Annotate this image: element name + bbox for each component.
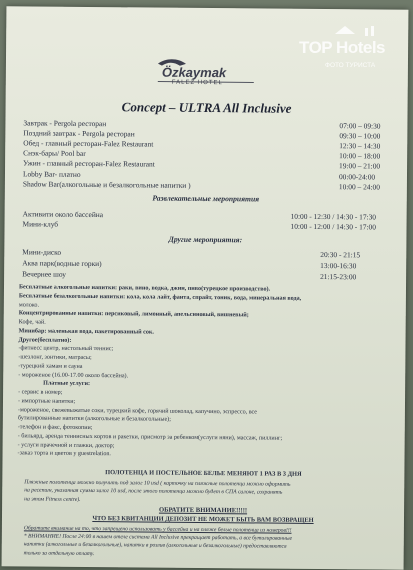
attention-header: ОБРАТИТЕ ВНИМАНИЕ!!!!! (158, 506, 248, 515)
deposit-warning: ЧТО БЕЗ КВИТАНЦИИ ДЕПОЗИТ НЕ МОЖЕТ БЫТЬ ВАМ ВОЗВРАЩЕН (92, 515, 314, 524)
service-line: - услуги прачечной и глажки, доктор; (17, 441, 115, 449)
logo-subtitle: FALEZ HOTEL (171, 79, 223, 87)
towel-notice-line: Пляжные полотенца можно получить под залог 10 usd ( карточку на пляжные полотенца можно оформить (24, 479, 291, 488)
service-line: - бильярд, аренда теннисных кортов и ракетки, присмотр за ребенком(услуги няни), массаж, пиллинг; (17, 433, 283, 442)
logo-name: Özkaymak (161, 64, 227, 81)
service-line: -заказ торта и цветов у guestrelation. (17, 450, 111, 458)
entertainment-row-time: 10:00 - 12:00 / 14:30 - 17:00 (290, 221, 376, 232)
schedule-row-time: 10:00 – 18:00 (339, 151, 381, 161)
schedule-row-label: Lobby Bar- платно (22, 168, 81, 179)
activity-row-time: 20:30 - 21:15 (320, 250, 361, 260)
service-line: Концентрированные напитки: персиковый, лимонный, апельсиновый, вишневый; (18, 310, 249, 319)
entertainment-row-label: Мини-клуб (22, 219, 59, 229)
schedule-row-time: 10:00 – 24:00 (338, 181, 380, 192)
service-line: -телефон и факс, фотокопии; (17, 424, 93, 432)
towel-notice-line: на этом Fitness centre). (24, 496, 81, 503)
tophotels-watermark (295, 24, 405, 84)
service-line: бутилированные напитки (алкогольные и безалкогольные); (17, 415, 171, 423)
activity-row-label: Мини-диско (22, 247, 62, 257)
other-activities-header: Другие мероприятия: (168, 234, 243, 245)
service-line: -фитнесс центр, настольный теннис; (18, 345, 114, 353)
service-line: Платные услуги: (43, 380, 91, 388)
service-line: Другое(бесплатно): (18, 336, 72, 344)
schedule-row-label: Завтрак - Pergola ресторан (23, 118, 107, 129)
schedule-row-time: 12:30 – 14:30 (339, 141, 381, 151)
attention-line: * ВНИМАНИЕ! После 24:00 в нашем отеле система All Inclusive прекращает работать, а все бутилированные (23, 533, 293, 542)
attention-line: напитки (алкогольные и безалкогольные), напитки в розлив (алкогольные и безалкогольные) предоставляются (23, 541, 287, 551)
watermark-caption: ФОТО ТУРИСТА (325, 62, 376, 69)
service-line: Кофе, чай. (18, 319, 46, 326)
service-line: -мороженое, свежевыжатые соки, турецкий кофе, горячий шоколад, капучино, эспрессо, все (17, 406, 258, 415)
schedule-row-time: 09:30 – 10:00 (339, 131, 381, 141)
schedule-row-label: Обед - главный ресторан-Falez Restaurant (23, 138, 154, 149)
entertainment-row-time: 10:00 - 12:30 / 14:30 - 17:30 (290, 211, 377, 222)
schedule-row-label: Поздний завтрак - Pergola ресторан (23, 128, 135, 139)
service-line: Бесплатные алкогольные напитки: раки, вино, водка, джин, пиво(турецкое производство). (18, 284, 271, 293)
activity-row-label: Аква парк(водные горки) (22, 258, 102, 269)
schedule-row-label: Снэк-бары/ Pool bar (23, 148, 86, 159)
schedule-row (23, 118, 397, 131)
service-line: Минибар: маленькая вода, пакетированный сок. (18, 328, 154, 336)
entertainment-row-label: Активити около бассейна (22, 209, 104, 220)
service-line: -турецкий хамам и сауна (18, 363, 83, 370)
schedule-row-time: 19:00 – 21:00 (339, 161, 381, 171)
service-line: - сервис в номер; (18, 389, 63, 396)
activity-row-time: 21:15-23:00 (320, 272, 357, 282)
towel-notice-line: на ресепшн, указанная сумма залог 10 usd, после этого полотенца можно будет в СПА салоне, сохранять (24, 487, 283, 496)
activity-row-time: 13:00-16:30 (320, 261, 357, 271)
page-title: Concept – ULTRA All Inclusive (121, 99, 292, 116)
entertainment-header: Развлекательные мероприятия (152, 193, 260, 204)
service-line: - мороженое (16.00-17.00 около бассейна). (18, 371, 129, 379)
watermark-brand: TOP Hotels (299, 38, 386, 57)
service-line: Бесплатные безалкогольные напитки: кола, кола лайт, фанта, спрайт, тоник, вода, минеральная вода, (18, 293, 302, 302)
entertainment-row (22, 209, 397, 222)
attention-line: только за отдельную оплату. (23, 550, 95, 557)
schedule-row-time: 07:00 – 09:30 (339, 121, 381, 131)
service-line: молоко. (18, 301, 40, 309)
schedule-row-label: Shadow Bar(алкогольные и безалкогольные напитки ) (22, 179, 191, 190)
schedule-row-label: Ужин - главный ресторан-Falez Restaurant (23, 158, 155, 169)
service-line: - импортные напитки; (17, 398, 76, 405)
activity-row (22, 247, 396, 260)
attention-line: Обратите внимание на то, что запрещено использовать у бассейна и на пляже белые полотенца из номеров!!! (23, 525, 292, 534)
info-sheet (2, 6, 409, 569)
service-line: -шезлонг, зонтики, матрасы; (18, 354, 92, 362)
towel-notice-header: ПОЛОТЕНЦА И ПОСТЕЛЬНОЕ БЕЛЬЕ МЕНЯЮТ 1 РАЗ В 3 ДНЯ (105, 469, 302, 478)
activity-row-label: Вечернее шоу (22, 269, 67, 280)
schedule-row-time: 00:00-24:00 (338, 171, 376, 181)
